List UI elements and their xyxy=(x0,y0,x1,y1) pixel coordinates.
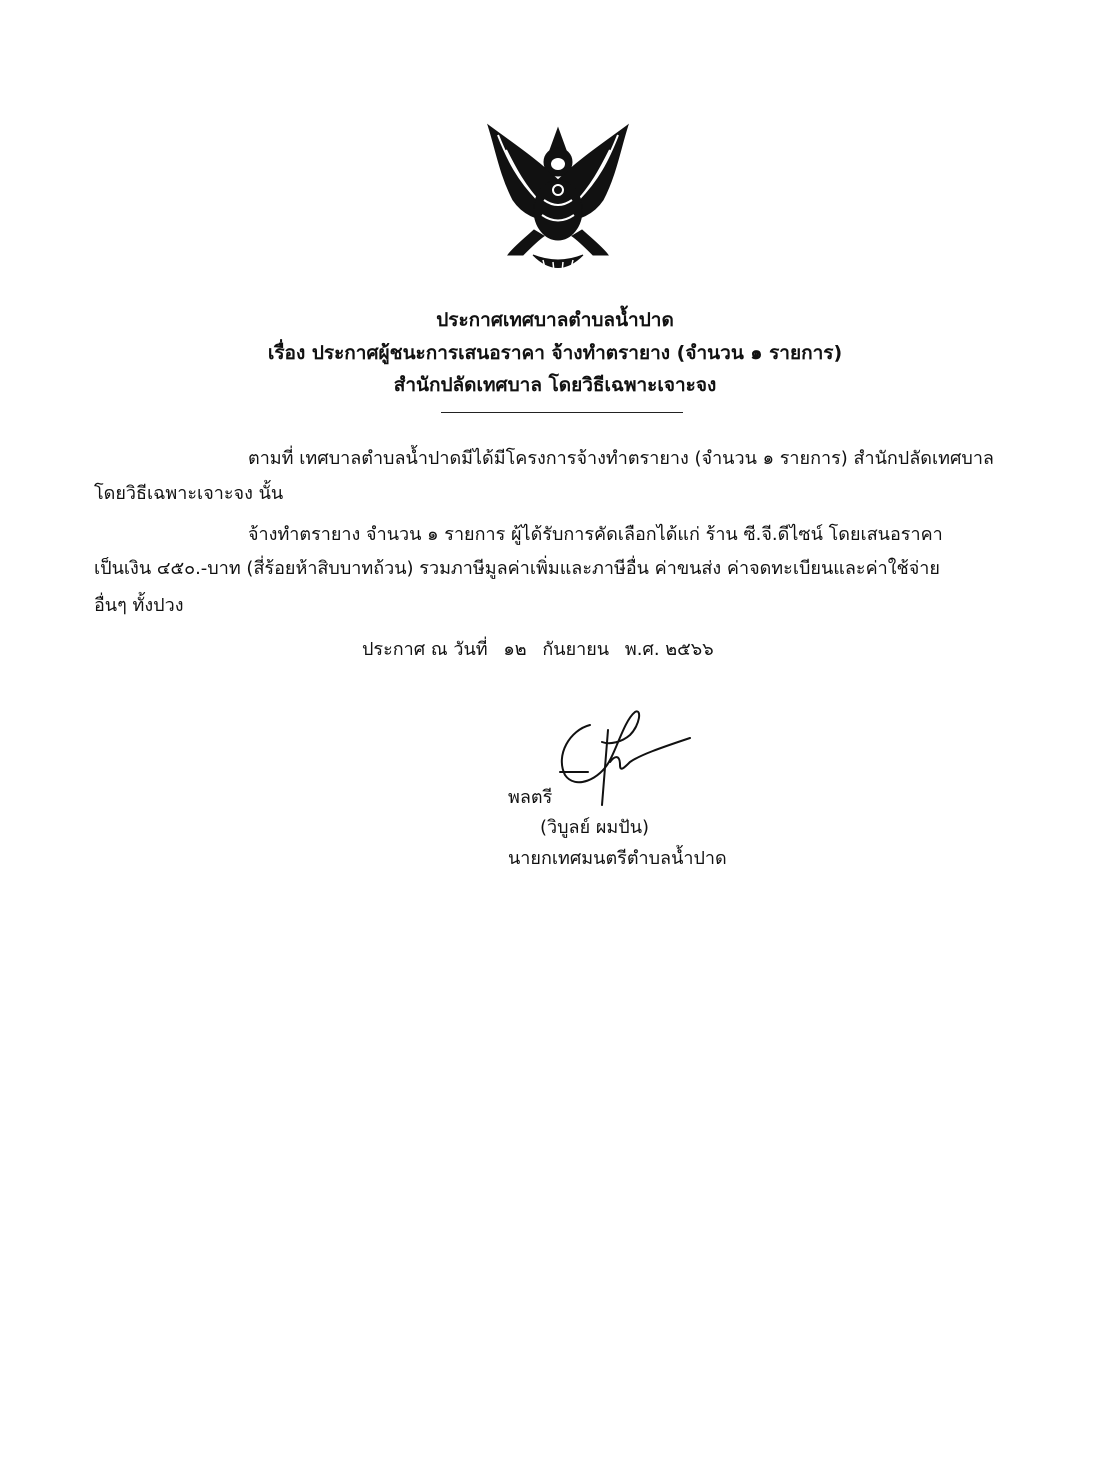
handwritten-signature xyxy=(540,700,700,810)
date-year: พ.ศ. ๒๕๖๖ xyxy=(624,639,714,660)
signer-name: (วิบูลย์ ผมปัน) xyxy=(540,817,650,838)
paragraph-1-line-2: โดยวิธีเฉพาะเจาะจง นั้น xyxy=(94,483,284,504)
garuda-emblem-icon xyxy=(478,120,638,280)
paragraph-2-line-3: อื่นๆ ทั้งปวง xyxy=(94,595,184,616)
signer-position: นายกเทศมนตรีตำบลน้ำปาด xyxy=(508,848,727,869)
announcement-subject: เรื่อง ประกาศผู้ชนะการเสนอราคา จ้างทำตรายาง (จำนวน ๑ รายการ) xyxy=(267,342,843,364)
paragraph-2-line-2: เป็นเงิน ๔๕๐.-บาท (สี่ร้อยห้าสิบบาทถ้วน) รวมภาษีมูลค่าเพิ่มและภาษีอื่น ค่าขนส่ง ค่าจดทะเบียนและค่าใช้จ่าย xyxy=(94,558,940,579)
announcement-title: ประกาศเทศบาลตำบลน้ำปาด xyxy=(436,309,674,331)
date-month: กันยายน xyxy=(542,639,610,660)
date-prefix: ประกาศ ณ วันที่ xyxy=(362,639,488,660)
paragraph-2-line-1: จ้างทำตรายาง จำนวน ๑ รายการ ผู้ได้รับการคัดเลือกได้แก่ ร้าน ซี.จี.ดีไซน์ โดยเสนอราคา xyxy=(248,524,943,545)
signer-rank: พลตรี xyxy=(508,787,553,808)
paragraph-1-line-1: ตามที่ เทศบาลตำบลน้ำปาดมีได้มีโครงการจ้างทำตรายาง (จำนวน ๑ รายการ) สำนักปลัดเทศบาล xyxy=(248,448,994,469)
title-divider xyxy=(441,412,683,413)
date-day: ๑๒ xyxy=(503,639,527,660)
announcement-office: สำนักปลัดเทศบาล โดยวิธีเฉพาะเจาะจง xyxy=(393,374,717,396)
announcement-date xyxy=(362,634,724,663)
